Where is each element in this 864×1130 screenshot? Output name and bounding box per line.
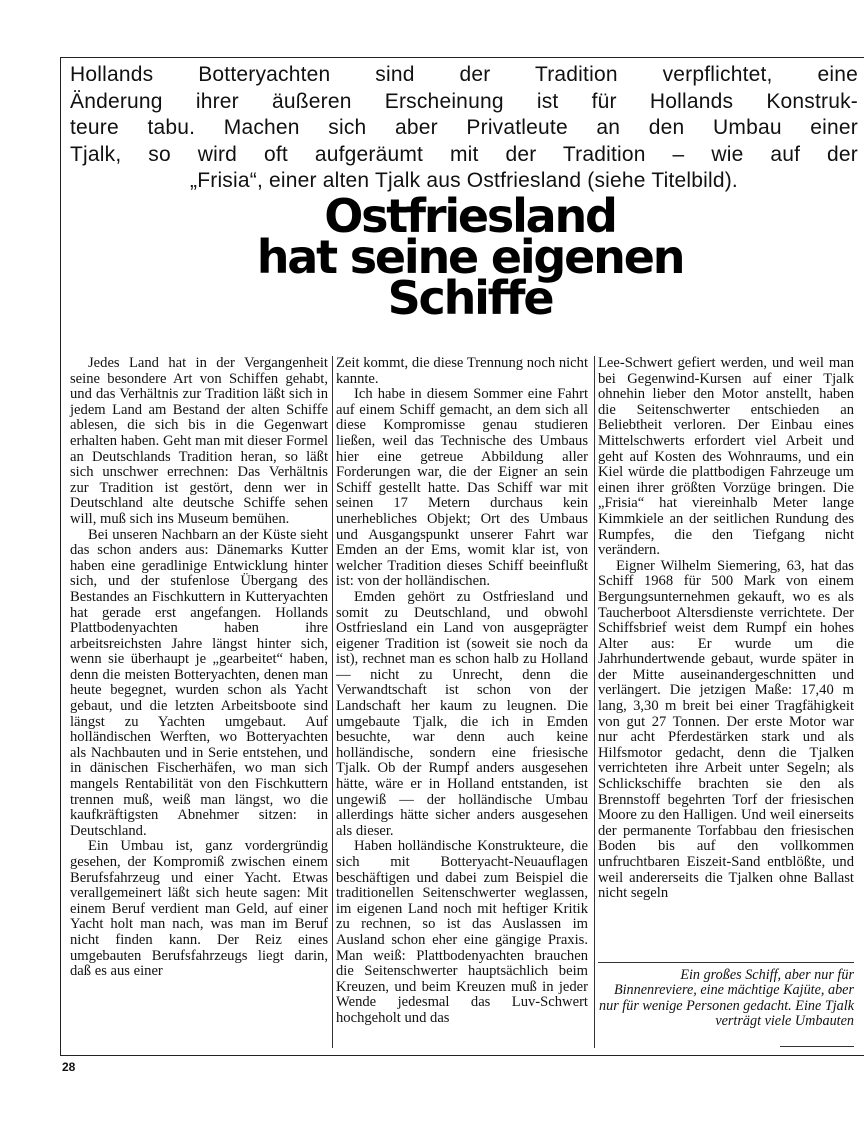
intro-line: Hollands Botteryachten sind der Tradition verpflichtet, eine xyxy=(70,63,858,86)
body-paragraph: Emden gehört zu Ostfriesland und somit zu Deutschland, und obwohl Ostfriesland ein Land von ausgeprägter eigener Tradition ist (soweit sie noch da ist), rechnet man es schon halb zu Holland — nicht zu Unrecht, denn die Verwandtschaft ist schon von der Landschaft her kaum zu leugnen. Die umgebaute Tjalk, die ich in Emden besuchte, war denn auch keine holländische, sondern eine friesische Tjalk. Ob der Rumpf anders ausgesehen hätte, wäre er in Holland entstanden, ist ungewiß — der holländische Umbau allerdings hätte sicher anders ausgesehen als dieser. xyxy=(336,588,588,839)
caption-underline xyxy=(780,1046,854,1047)
article-column-2 xyxy=(336,356,588,1027)
body-paragraph: Ein Umbau ist, ganz vordergründig gesehen, der Kompromiß zwischen einem Berufsfahrzeug und einer Yacht. Etwas verallgemeinert läßt sich heute sagen: Mit einem Beruf verdient man Geld, auf einer Yacht holt man nach, was man im Beruf nicht finden kann. Der Reiz eines umgebauten Berufsfahrzeugs liegt darin, daß es aus einer xyxy=(70,838,328,980)
page-number: 28 xyxy=(62,1060,76,1074)
intro-line: Änderung ihrer äußeren Erscheinung ist für Hollands Konstruk- xyxy=(70,89,858,113)
caption-rule xyxy=(598,962,854,963)
frame-bottom-rule xyxy=(60,1055,864,1056)
frame-left-rule xyxy=(60,57,61,1055)
intro-paragraph xyxy=(70,62,858,195)
body-paragraph: Jedes Land hat in der Vergangenheit seine besondere Art von Schiffen gehabt, und das Verhältnis zur Tradition läßt sich in jedem Land am Bestand der alten Schiffe ablesen, die sich bis in die Gegenwart erhalten haben. Geht man mit dieser Formel an Deutschlands Tradition heran, so läßt sich unschwer errechnen: Das Verhältnis zur Tradition ist gestört, denn wer in Deutschland alte deutsche Schiffe sehen will, muß sich ins Museum bemühen. xyxy=(70,355,328,527)
body-paragraph: Lee-Schwert gefiert werden, und weil man bei Gegenwind-Kursen auf einer Tjalk ohnehin lieber den Motor anstellt, haben die Seitenschwerter entschieden an Beliebtheit verloren. Der Einbau eines Mittelschwerts erfordert viel Arbeit und geht auf Kosten des Wohnraums, und ein Kiel würde die plattbodigen Fahrzeuge um einen ihrer größten Vorzüge bringen. Die „Frisia“ hat viereinhalb Meter lange Kimmkiele an der seitlichen Rundung des Rumpfes, die den Tiefgang nicht verändern. xyxy=(598,355,854,559)
column-divider xyxy=(332,356,333,1048)
article-headline xyxy=(120,189,820,325)
intro-line: teure tabu. Machen sich aber Privatleute an den Umbau einer xyxy=(70,116,858,139)
body-paragraph: Eigner Wilhelm Siemering, 63, hat das Schiff 1968 für 500 Mark von einem Bergungsunternehmen gekauft, wo es als Taucherboot Altersdienste verrichtete. Der Schiffsbrief weist dem Rumpf ein hohes Alter aus: Er wurde um die Jahrhundertwende gebaut, wurde später in der Mitte auseinandergeschnitten und verlängert. Die jetzigen Maße: 17,40 m lang, 3,30 m breit bei einer Tragfähigkeit von gut 27 Tonnen. Der erste Motor war nur acht Pferdestärken stark und als Hilfsmotor gedacht, denn die Tjalken verrichteten ihre Arbeit unter Segeln; als Schlickschiffe brachten sie den als Brennstoff begehrten Torf der friesischen Moore zu den Halligen. Und weil einerseits der permanente Torfabbau den friesischen Boden bis auf den vollkommen unfruchtbaren Eiszeit-Sand entblößte, und weil andererseits die Tjalken ohne Ballast nicht segeln xyxy=(598,557,854,902)
intro-line: „Frisia“, einer alten Tjalk aus Ostfriesland (siehe Titelbild). xyxy=(190,169,738,192)
body-paragraph: Zeit kommt, die diese Trennung noch nicht kannte. xyxy=(336,355,588,387)
headline-line-3: Schiffe xyxy=(387,271,553,325)
photo-caption: Ein großes Schiff, aber nur für Binnenreviere, eine mächtige Kajüte, aber nur für wenige Personen gedacht. Eine Tjalk verträgt viele Umbauten xyxy=(599,967,854,1030)
body-paragraph: Haben holländische Konstrukteure, die sich mit Botteryacht-Neuauflagen beschäftigen und dabei zum Beispiel die traditionellen Seitenschwerter weglassen, im eigenen Land noch mit heftiger Kritik zu rechnen, so ist das Auslassen im Ausland schon eher eine gängige Praxis. Man weiß: Plattbodenyachten brauchen die Seitenschwerter hauptsächlich beim Kreuzen, und beim Kreuzen muß in jeder Wende jedesmal das Luv-Schwert hochgeholt und das xyxy=(336,838,588,1026)
article-column-1 xyxy=(70,356,328,980)
body-paragraph: Ich habe in diesem Sommer eine Fahrt auf einem Schiff gemacht, an dem sich all diese Kompromisse genau studieren ließen, weil das Technische des Umbaus hier eine getreue Abbildung aller Forderungen war, die der Eigner an sein Schiff gestellt hatte. Das Schiff war mit seinen 17 Metern durchaus kein unerhebliches Objekt; Ort des Umbaus und Ausgangspunkt unserer Fahrt war Emden an der Ems, womit klar ist, von welcher Tradition dieses Schiff beeinflußt ist: von der holländischen. xyxy=(336,386,588,590)
intro-line: Tjalk, so wird oft aufgeräumt mit der Tradition – wie auf der xyxy=(70,142,858,166)
frame-top-rule xyxy=(60,57,864,58)
column-divider xyxy=(594,356,595,1048)
headline-line-2: hat seine eigenen xyxy=(256,230,684,284)
body-paragraph: Bei unseren Nachbarn an der Küste sieht das schon anders aus: Dänemarks Kutter haben eine geradlinige Entwicklung hinter sich, und der stufenlose Übergang des Bestandes an Fischkuttern in Kutteryachten hat gerade erst angefangen. Hollands Plattbodenyachten haben ihre arbeitsreichsten Jahre längst hinter sich, wenn sie überhaupt je „gearbeitet“ haben, denn die meisten Botteryachten, denen man heute begegnet, wurden schon als Yacht gebaut, und die letzten Arbeitsboote sind längst zu Yachten umgebaut. Auf holländischen Werften, wo Botteryachten als Nachbauten und in Serie entstehen, und in dänischen Fischerhäfen, wo man sich mangels Rentabilität von den Fischkuttern trennen muß, weiß man längst, wo die kaufkräftigsten Abnehmer sitzen: in Deutschland. xyxy=(70,526,328,839)
article-column-3 xyxy=(598,356,854,902)
headline-line-1: Ostfriesland xyxy=(324,189,616,243)
